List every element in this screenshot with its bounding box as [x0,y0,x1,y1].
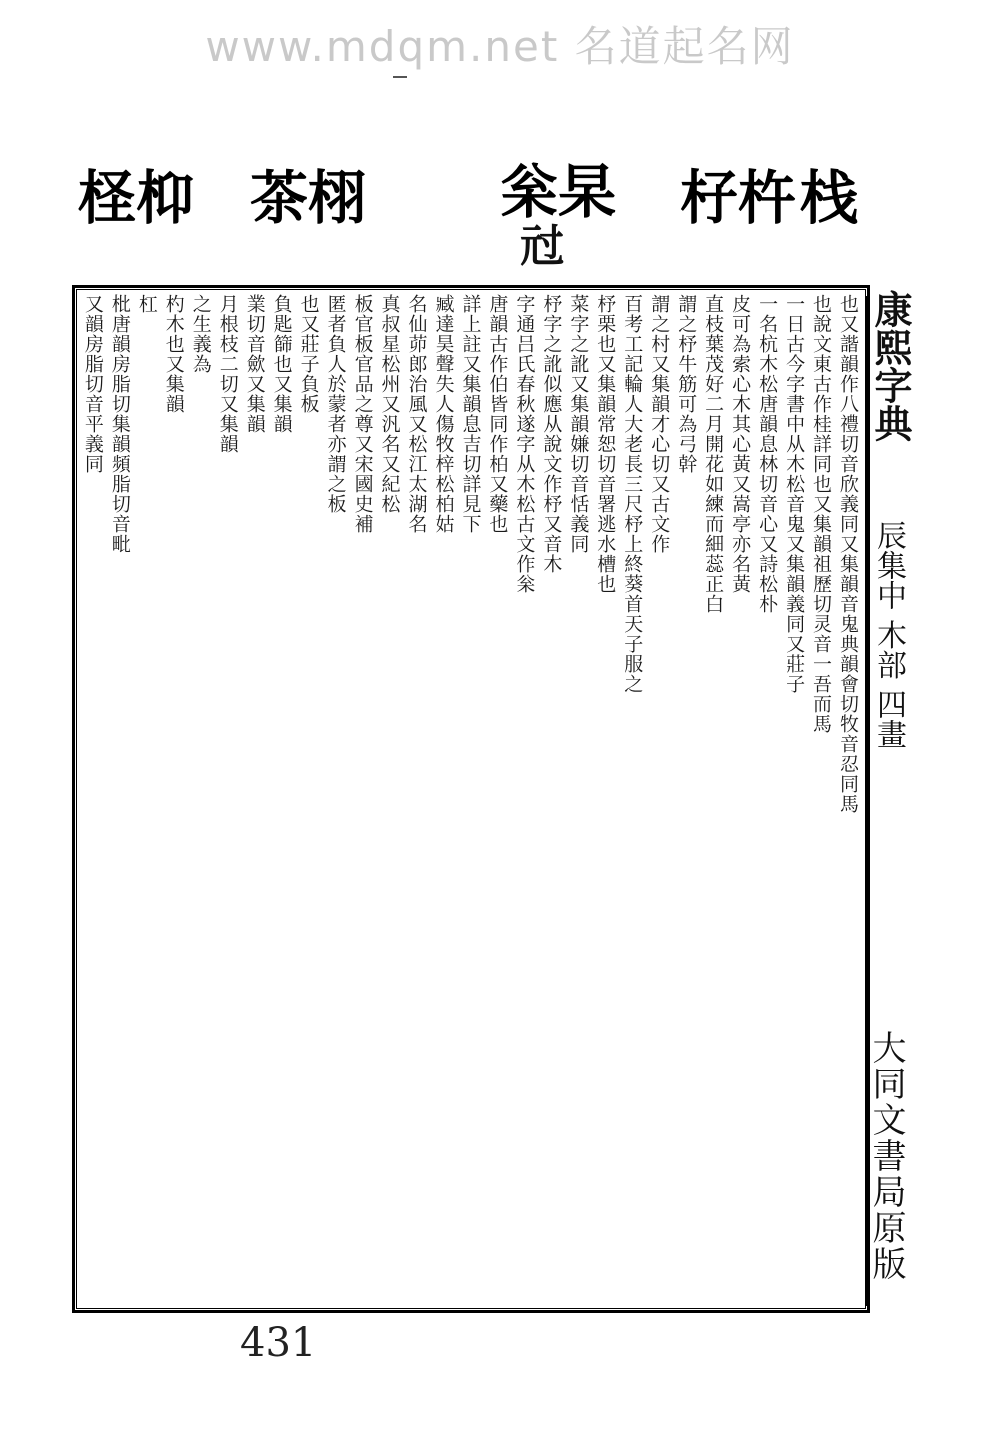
text-columns [81,294,861,1304]
text-column: 字通吕氏春秋遂字从木松古文作枀 [513,294,536,594]
seal-group-3-below: 㝴 [520,221,564,272]
text-column: 唐韻古作伯皆同作柏又藥也 [486,294,509,534]
text-column: 謂之村又集韻才心切又古文作 [648,294,671,554]
text-column: 業切音歛又集韻 [243,294,266,434]
text-column: 也說文東古作桂詳同也又集韻祖歷切灵音一吾而馬 [810,294,833,734]
text-column: 一日古今字書中从木松音鬼又集韻義同又莊子 [783,294,806,694]
text-column: 杼栗也又集韻常恕切音署逃水槽也 [594,294,617,594]
text-column: 真叔星松州又汎名又紀松 [378,294,401,514]
text-column: 謂之杼牛筋可為弓幹 [675,294,698,474]
section-label: 辰集中 [871,520,906,610]
text-column: 百考工記輪人大老長三尺杼上終葵首天子服之 [621,294,644,694]
dictionary-title: 康熙字典 [868,290,913,442]
watermark: www.mdqm.net 名道起名网 [205,22,795,71]
text-column: 月根枝二切又集韻 [216,294,239,454]
dictionary-text-frame [72,285,870,1313]
text-column: 直枝葉茂好二月開花如練而細蕊正白 [702,294,725,614]
text-column: 臧達昊聲失人傷牧梓松柏姑 [432,294,455,534]
text-column: 一名杭木松唐韻息林切音心又詩松朴 [756,294,779,614]
text-column: 菜字之訛又集韻嫌切音恬義同 [567,294,590,554]
text-column: 詳上註又集韻息吉切詳見下 [459,294,482,534]
text-column: 杠 [135,294,158,314]
text-column: 負匙篩也又集韻 [270,294,293,434]
text-column: 杓木也又集韻 [162,294,185,414]
text-column: 也又諧韻作八禮切音欣義同又集韻音鬼典韻會切牧音忍同馬 [837,294,859,814]
stroke-label: 四畫 [871,689,906,750]
divider-mark [393,76,407,78]
text-column: 皮可為索心木其心黃又嵩亭亦名黃 [729,294,752,594]
publisher-label: 大同文書局原版 [866,1030,906,1282]
text-column: 也又莊子負板 [297,294,320,414]
text-column: 匿者負人於蒙者亦謂之板 [324,294,347,514]
seal-group-4: 杍杵 [680,164,797,232]
seal-group-2: 茶栩 [250,164,367,232]
seal-group-3: 枀杲 [500,158,617,226]
section-info [868,520,908,749]
seal-group-1: 柽枊 [78,164,195,232]
text-column: 又韻房脂切音平義同 [81,294,104,474]
text-column: 名仙茆郎治風又松江太湖名 [405,294,428,534]
seal-group-5: 栈 [800,164,859,232]
text-column: 之生義為 [189,294,212,374]
radical-label: 木部 [871,619,906,680]
page-number: 431 [240,1320,317,1366]
text-column: 枇唐韻房脂切集韻頻脂切音毗 [108,294,131,554]
text-column: 板官板官品之尊又宋國史補 [351,294,374,534]
text-column: 杼字之訛似應从說文作杼又音木 [540,294,563,574]
